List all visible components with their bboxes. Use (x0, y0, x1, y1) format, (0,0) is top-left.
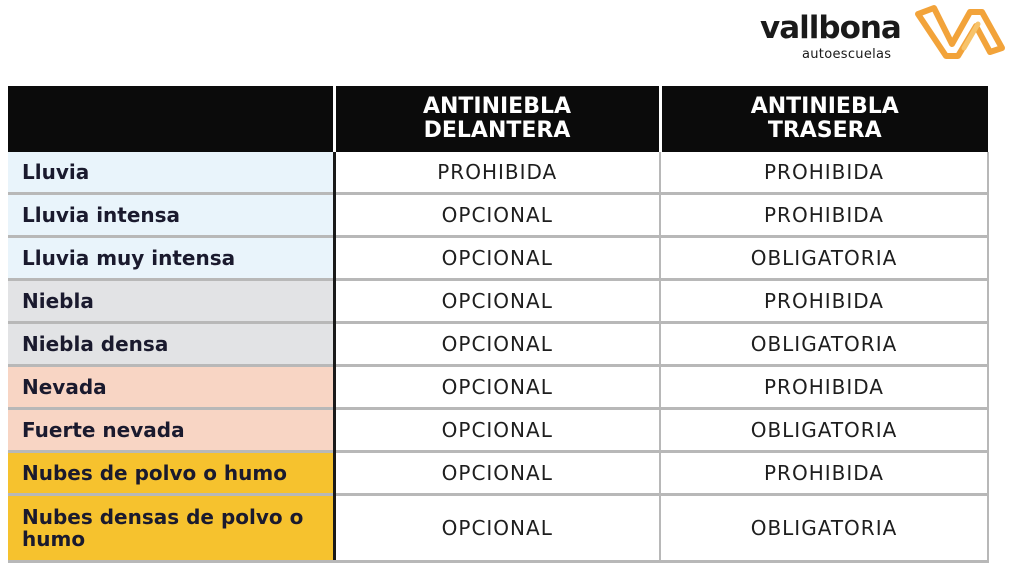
condition-cell: Fuerte nevada (8, 409, 334, 452)
header-rear-fog-label: ANTINIEBLA TRASERA (750, 94, 899, 143)
front-fog-cell: OPCIONAL (334, 452, 660, 495)
table-row (8, 366, 988, 409)
header-rear-fog (660, 86, 988, 152)
rear-fog-cell: PROHIBIDA (660, 366, 988, 409)
rear-fog-cell: OBLIGATORIA (660, 237, 988, 280)
fog-lights-table (8, 86, 989, 563)
table-row (8, 194, 988, 237)
front-fog-cell: PROHIBIDA (334, 152, 660, 194)
front-fog-cell: OPCIONAL (334, 194, 660, 237)
front-fog-cell: OPCIONAL (334, 323, 660, 366)
logo-tagline: autoescuelas (802, 47, 892, 62)
front-fog-cell: OPCIONAL (334, 366, 660, 409)
table-row (8, 280, 988, 323)
front-fog-cell: OPCIONAL (334, 280, 660, 323)
condition-cell: Lluvia intensa (8, 194, 334, 237)
vallbona-mark-icon (912, 4, 1012, 60)
condition-cell: Lluvia (8, 152, 334, 194)
table-row (8, 323, 988, 366)
front-fog-cell: OPCIONAL (334, 495, 660, 562)
rear-fog-cell: OBLIGATORIA (660, 495, 988, 562)
condition-cell: Nubes de polvo o humo (8, 452, 334, 495)
rear-fog-cell: PROHIBIDA (660, 452, 988, 495)
condition-cell: Niebla densa (8, 323, 334, 366)
table-header-row (8, 86, 988, 152)
front-fog-cell: OPCIONAL (334, 237, 660, 280)
condition-cell: Nevada (8, 366, 334, 409)
rear-fog-cell: OBLIGATORIA (660, 323, 988, 366)
condition-cell: Lluvia muy intensa (8, 237, 334, 280)
logo-wordmark: vallbona (760, 10, 901, 46)
condition-cell (8, 495, 334, 562)
header-condition (8, 86, 334, 152)
rear-fog-cell: PROHIBIDA (660, 194, 988, 237)
table-row (8, 409, 988, 452)
rear-fog-cell: PROHIBIDA (660, 280, 988, 323)
header-front-fog-label: ANTINIEBLA DELANTERA (422, 94, 572, 143)
table-row (8, 237, 988, 280)
table-row (8, 495, 988, 562)
condition-cell: Niebla (8, 280, 334, 323)
front-fog-cell: OPCIONAL (334, 409, 660, 452)
vallbona-logo (760, 4, 1020, 64)
table-row (8, 452, 988, 495)
header-front-fog (334, 86, 660, 152)
table-row (8, 152, 988, 194)
rear-fog-cell: PROHIBIDA (660, 152, 988, 194)
condition-label: Nubes densas de polvo o humo (22, 505, 304, 551)
rear-fog-cell: OBLIGATORIA (660, 409, 988, 452)
